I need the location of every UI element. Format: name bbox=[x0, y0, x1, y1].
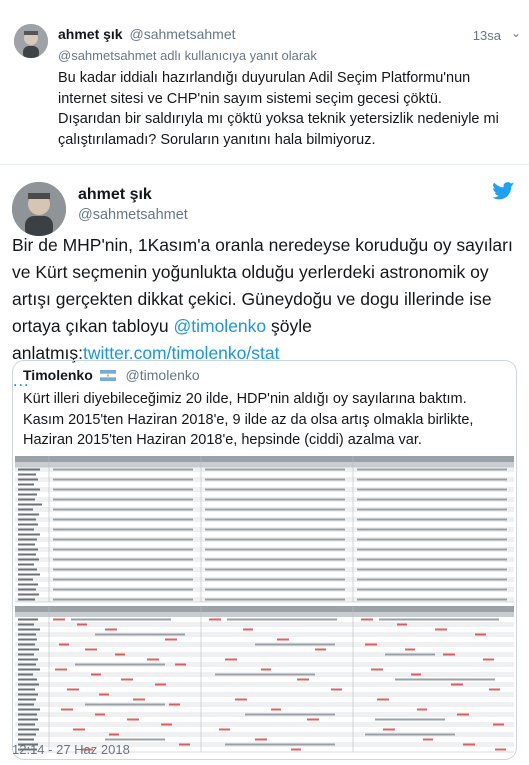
avatar[interactable] bbox=[12, 182, 66, 236]
url-ellipsis[interactable]: … bbox=[12, 370, 30, 390]
quoted-tweet[interactable] bbox=[12, 360, 517, 760]
replying-to: @sahmetsahmet adlı kullanıcıya yanıt olarak bbox=[58, 48, 317, 63]
quoted-author-name[interactable]: Timolenko bbox=[23, 367, 93, 383]
quoted-header bbox=[23, 367, 200, 384]
quoted-text: Kürt illeri diyebileceğimiz 20 ilde, HDP'nin aldığı oy sayılarına baktım. Kasım 2015'ten Haziran 2018'e, 9 ilde az da olsa artış olmakla birlikte, Haziran 2015'ten Haziran 2018'e, hepsinde (ciddi) azalma var. bbox=[23, 391, 474, 448]
tweet-text: Bu kadar iddialı hazırlandığı duyurulan Adil Seçim Platformu'nun internet sitesi ve CHP'nin sayım sistemi seçim gecesi çöktü. Dışarıdan bir saldırıyla mı çöktü yoksa teknik yetersizlik nedeniyle mi çalıştırılamadı? Soruların yanıtını hala bilmiyoruz. bbox=[58, 70, 499, 148]
tweet-text-part: Bir de MHP'nin, 1Kasım'a oranla neredeyse koruduğu oy sayıları ve Kürt seçmenin yoğunlukta olduğu yerlerdeki astronomik oy artışı gerçekten dikkat çekici. Güneydoğu ve dogu illerinde ise ortaya çıkan tabloyu bbox=[12, 235, 513, 336]
twitter-bird-icon bbox=[493, 182, 515, 200]
main-tweet bbox=[0, 166, 529, 765]
author-handle[interactable]: @sahmetsahmet bbox=[129, 26, 236, 42]
tweet-time[interactable]: 13sa bbox=[472, 28, 501, 43]
quoted-author-handle[interactable]: @timolenko bbox=[125, 367, 200, 383]
author-handle[interactable]: @sahmetsahmet bbox=[78, 207, 188, 223]
tweet-text-part: şöyle anlatmış: bbox=[12, 316, 312, 363]
author-block[interactable] bbox=[78, 186, 188, 223]
author-name[interactable]: ahmet şık bbox=[58, 26, 123, 42]
reply-tweet[interactable] bbox=[0, 0, 529, 165]
tweet-timestamp[interactable]: 12:14 - 27 Haz 2018 bbox=[12, 742, 130, 757]
avatar[interactable] bbox=[14, 24, 48, 58]
url-link[interactable]: twitter.com/timolenko/stat bbox=[83, 343, 280, 363]
mention-link[interactable]: @timolenko bbox=[173, 316, 267, 336]
reply-header bbox=[58, 26, 236, 42]
attached-table-image[interactable] bbox=[15, 456, 514, 756]
table-image-graphic bbox=[15, 456, 514, 756]
chevron-down-icon[interactable]: ⌄ bbox=[510, 26, 521, 40]
author-name[interactable]: ahmet şık bbox=[78, 186, 152, 203]
argentina-flag-icon bbox=[100, 368, 116, 384]
